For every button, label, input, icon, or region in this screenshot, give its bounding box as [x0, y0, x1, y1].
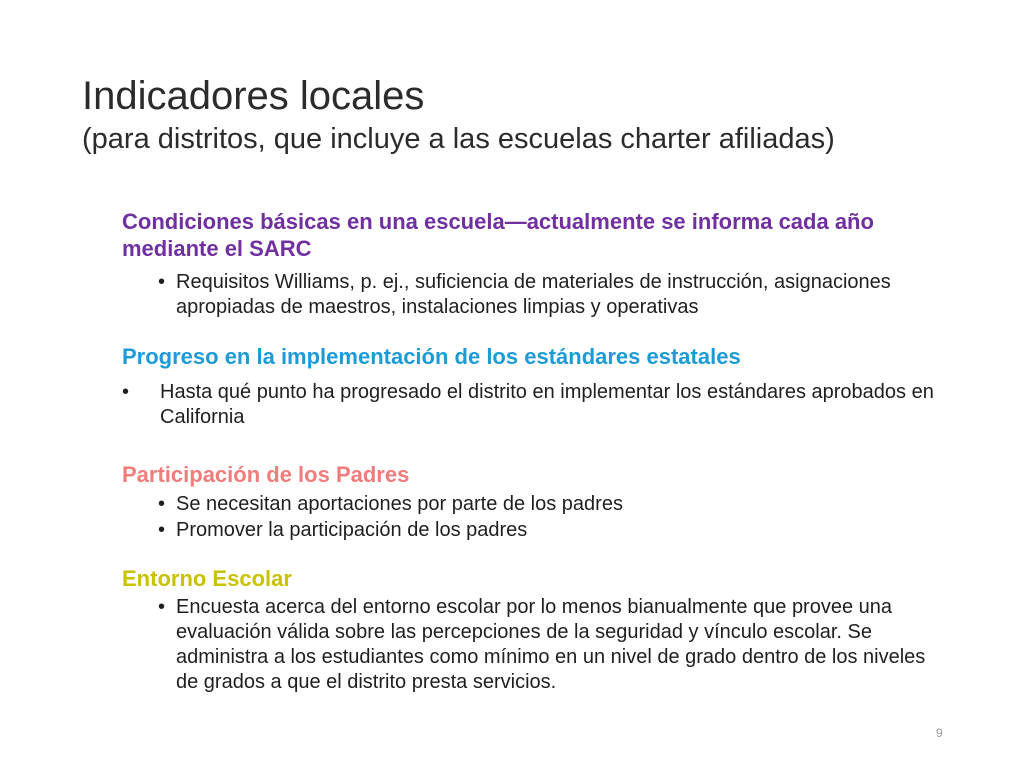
bullet-text: Hasta qué punto ha progresado el distrito en implementar los estándares aprobados en California	[160, 381, 934, 428]
bullet-icon: •	[158, 519, 166, 541]
section-heading-basic-conditions: Condiciones básicas en una escuela—actualmente se informa cada año mediante el SARC	[122, 209, 874, 261]
page-number: 9	[936, 726, 943, 740]
bullet-text: Requisitos Williams, p. ej., suficiencia de materiales de instrucción, asignaciones apropiadas de maestros, instalaciones limpias y operativas	[176, 271, 891, 318]
section-heading-parent-participation: Participación de los Padres	[122, 462, 410, 487]
bullet-icon: •	[158, 493, 166, 515]
list-item	[122, 380, 962, 430]
bullet-icon: •	[158, 271, 166, 293]
bullet-icon: •	[158, 596, 166, 618]
bullet-icon: •	[122, 381, 130, 403]
list-item	[158, 595, 953, 695]
section-heading-standards-progress: Progreso en la implementación de los estándares estatales	[122, 344, 741, 369]
bullet-text: Encuesta acerca del entorno escolar por lo menos bianualmente que provee una evaluación válida sobre las percepciones de la seguridad y vínculo escolar. Se administra a los estudiantes como mínimo en un nivel de grado dentro de los niveles de grados a que el distrito presta servicios.	[176, 596, 926, 693]
bullet-text: Se necesitan aportaciones por parte de los padres	[176, 493, 623, 515]
bullet-text: Promover la participación de los padres	[176, 519, 528, 541]
slide-title: Indicadores locales	[82, 74, 425, 118]
slide-subtitle: (para distritos, que incluye a las escuelas charter afiliadas)	[82, 123, 835, 155]
list-item	[158, 492, 958, 517]
section-heading-school-climate: Entorno Escolar	[122, 566, 292, 591]
list-item	[158, 518, 958, 543]
list-item	[158, 270, 968, 320]
